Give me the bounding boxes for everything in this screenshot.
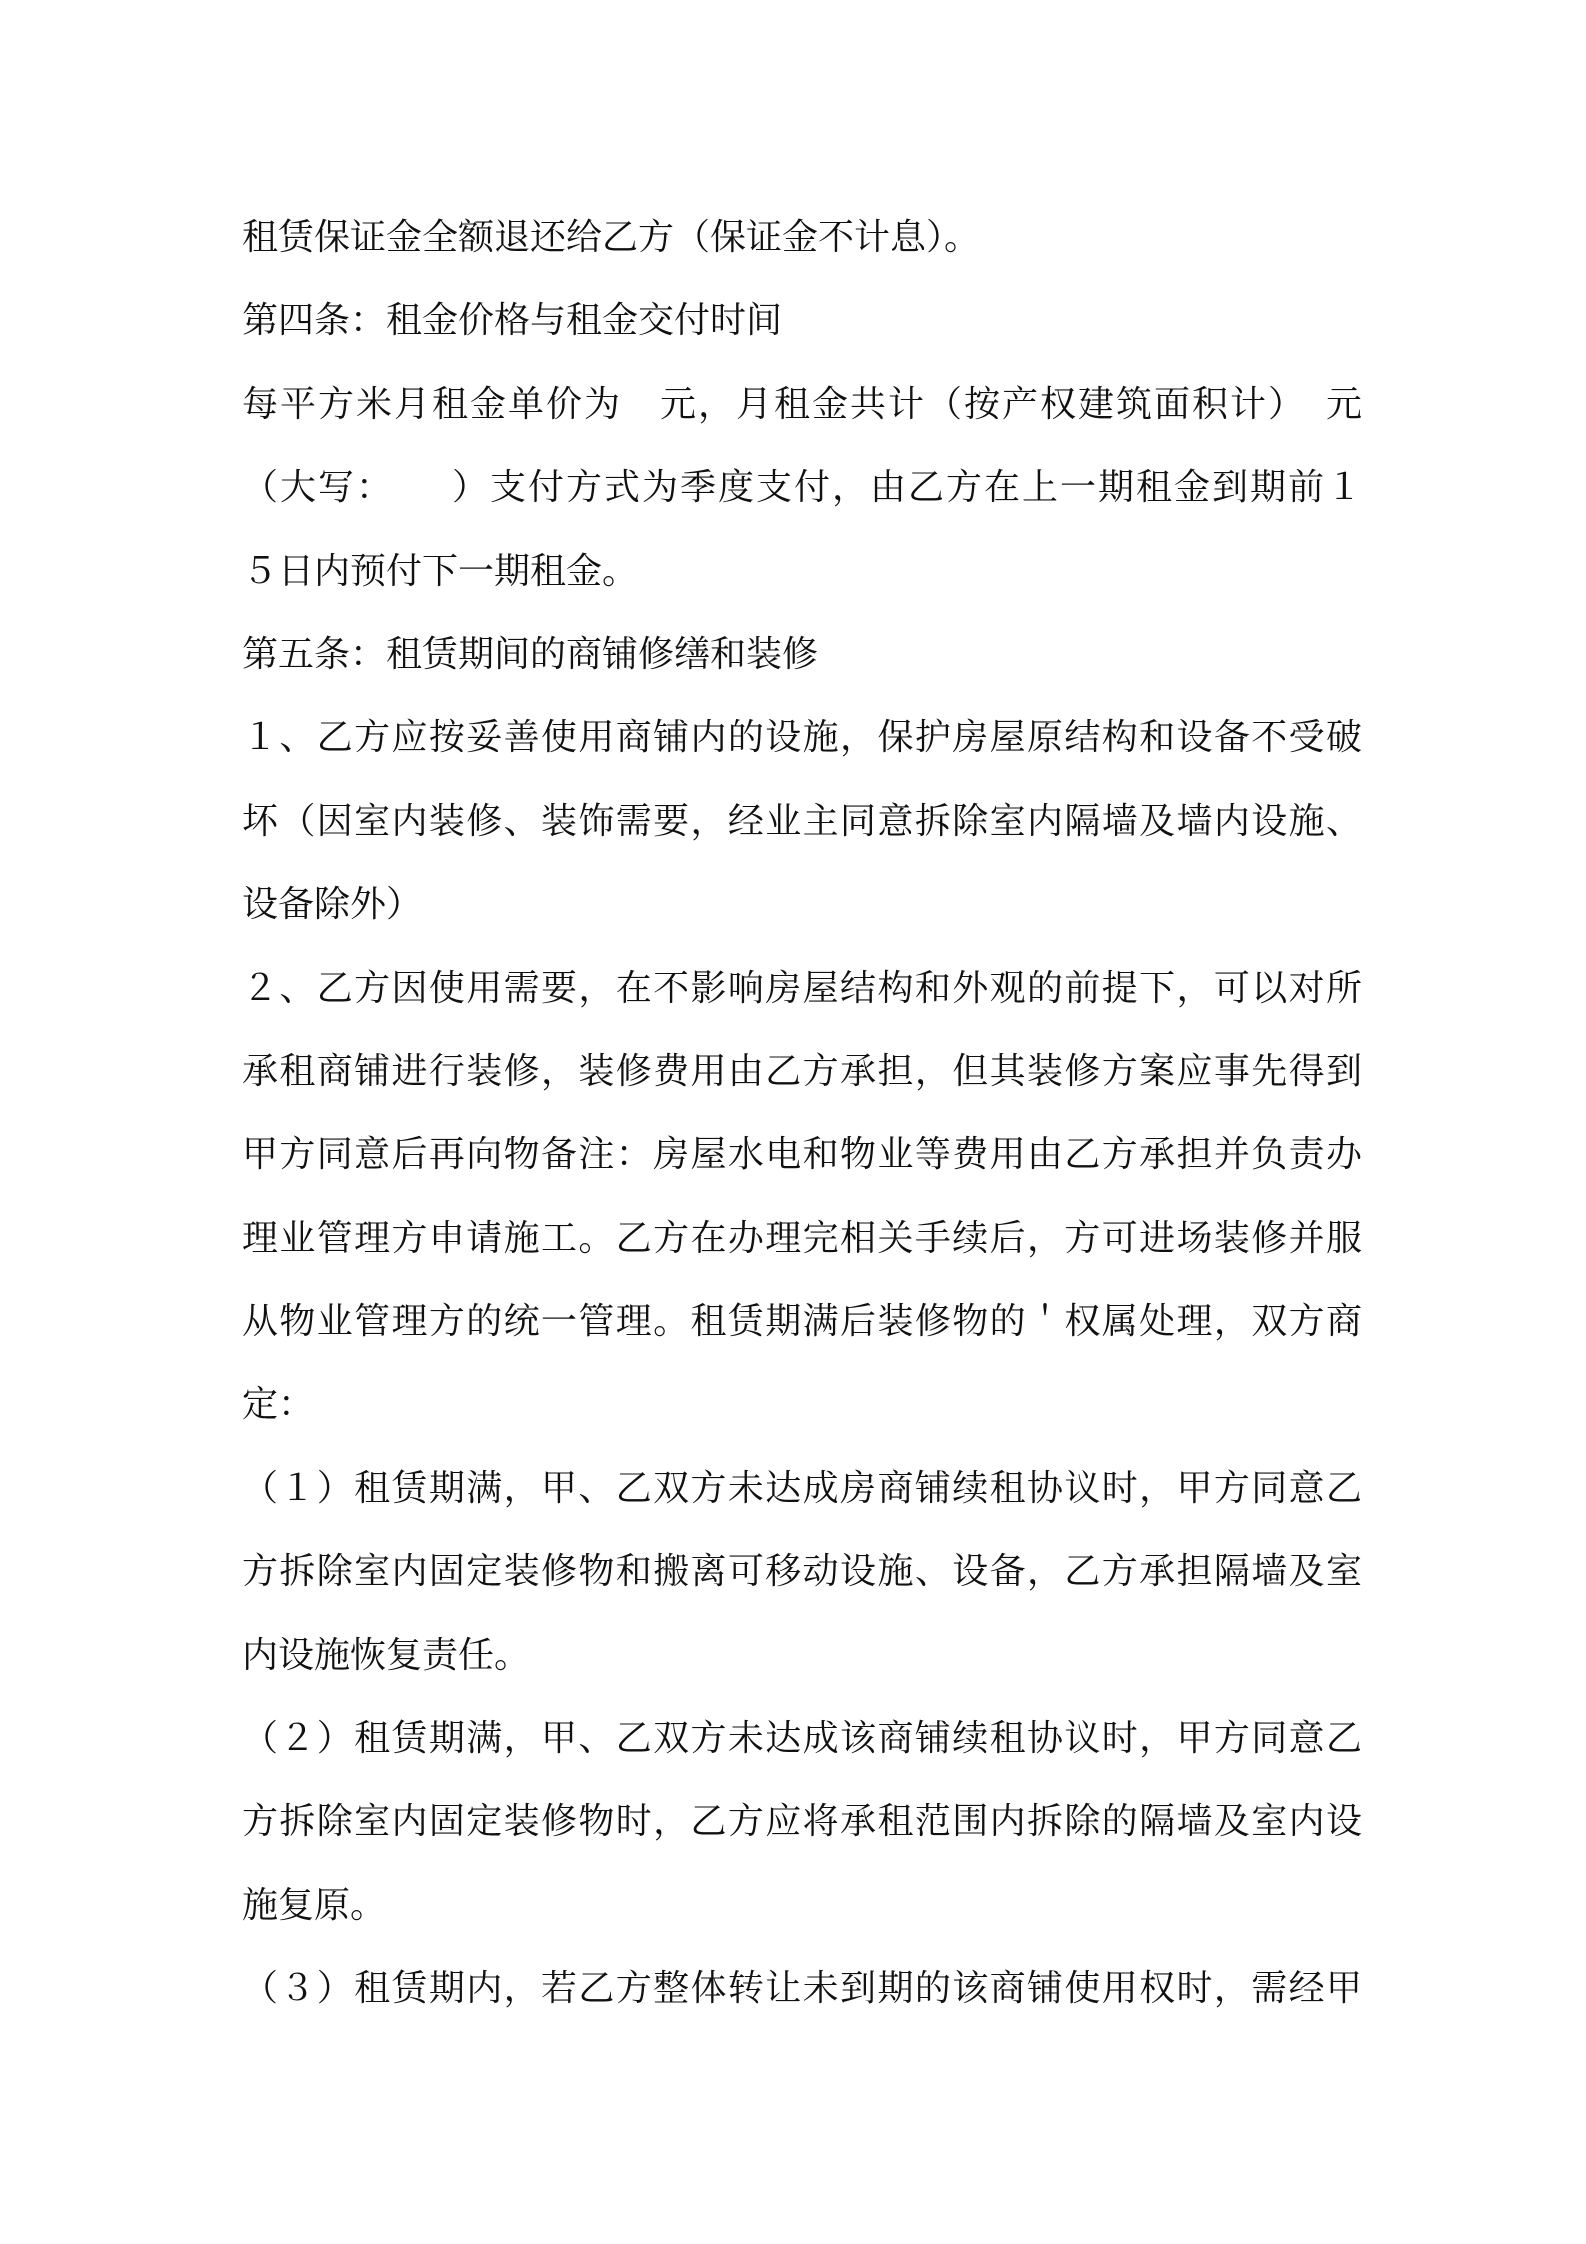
text-line: 方拆除室内固定装修物和搬离可移动设施、设备，乙方承担隔墙及室 [242, 1551, 1362, 1593]
text-line: 每平方米月租金单价为 元，月租金共计（按产权建筑面积计） 元 [242, 383, 1362, 425]
text-line: 承租商铺进行装修，装修费用由乙方承担，但其装修方案应事先得到 [242, 1050, 1362, 1092]
text-line: ５日内预付下一期租金。 [242, 550, 639, 592]
text-line: 内设施恢复责任。 [242, 1634, 531, 1676]
text-line: 甲方同意后再向物备注：房屋水电和物业等费用由乙方承担并负责办 [242, 1134, 1362, 1176]
text-line: （３）租赁期内，若乙方整体转让未到期的该商铺使用权时，需经甲 [242, 1968, 1362, 2010]
text-line: １、乙方应按妥善使用商铺内的设施，保护房屋原结构和设备不受破 [242, 717, 1362, 759]
text-line: 第四条：租金价格与租金交付时间 [242, 300, 783, 342]
text-line: 租赁保证金全额退还给乙方（保证金不计息）。 [242, 217, 981, 258]
text-line: 施复原。 [242, 1884, 387, 1926]
text-line: 第五条：租赁期间的商铺修缮和装修 [242, 633, 819, 675]
text-line: （大写： ）支付方式为季度支付，由乙方在上一期租金到期前１ [242, 467, 1362, 509]
text-line: （２）租赁期满，甲、乙双方未达成该商铺续租协议时，甲方同意乙 [242, 1718, 1362, 1760]
text-line: 设备除外） [242, 884, 423, 926]
text-line: ２、乙方因使用需要，在不影响房屋结构和外观的前提下，可以对所 [242, 967, 1362, 1009]
contract-text-block [242, 196, 1362, 2031]
text-line: 定： [242, 1384, 315, 1426]
text-line: 从物业管理方的统一管理。租赁期满后装修物的＇权属处理，双方商 [242, 1301, 1362, 1343]
text-line: 坏（因室内装修、装饰需要，经业主同意拆除室内隔墙及墙内设施、 [242, 800, 1362, 842]
text-line: 理业管理方申请施工。乙方在办理完相关手续后，方可进场装修并服 [242, 1217, 1362, 1259]
text-line: 方拆除室内固定装修物时，乙方应将承租范围内拆除的隔墙及室内设 [242, 1801, 1362, 1843]
text-line: （１）租赁期满，甲、乙双方未达成房商铺续租协议时，甲方同意乙 [242, 1467, 1362, 1509]
